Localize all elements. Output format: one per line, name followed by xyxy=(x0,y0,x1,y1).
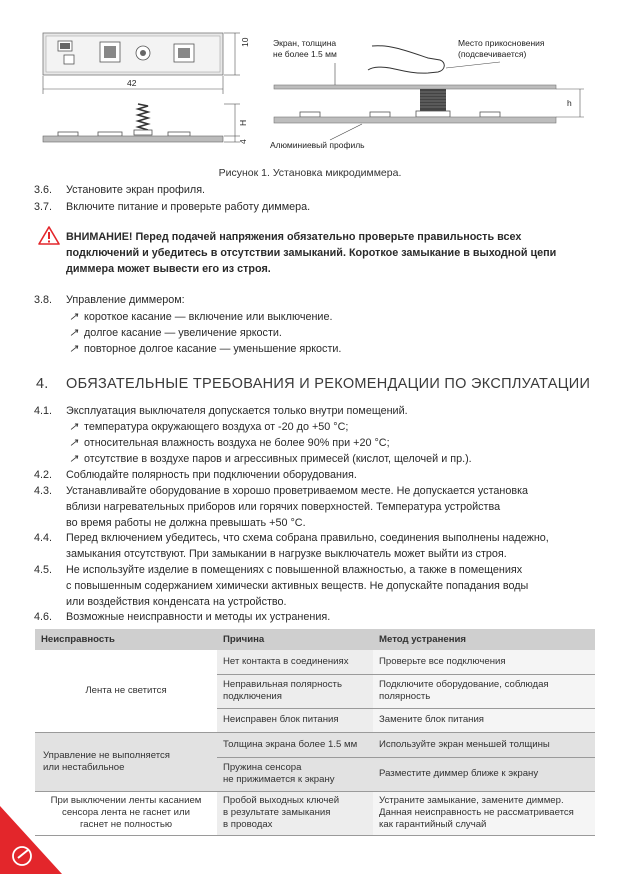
list-item xyxy=(0,420,620,434)
table-cell xyxy=(217,757,373,791)
step-text: Включите питание и проверьте работу диммера. xyxy=(66,201,311,213)
req-text: Соблюдайте полярность при подключении оборудования. xyxy=(66,469,357,481)
warning-line: диммера может вывести его из строя. xyxy=(66,263,271,275)
screen-label-line2: не более 1.5 мм xyxy=(273,49,337,59)
req-text: с повышенным содержанием химически активных веществ. Не допускайте попадания воды xyxy=(66,580,529,592)
list-item xyxy=(0,342,620,356)
req-text: Эксплуатация выключателя допускается только внутри помещений. xyxy=(66,405,408,417)
cell-line: При выключении ленты касанием xyxy=(50,795,202,806)
warning-line: ВНИМАНИЕ! Перед подачей напряжения обязательно проверьте правильность всех xyxy=(66,231,522,243)
arrow-bullet-icon: ↗ xyxy=(69,311,79,323)
column-header: Неисправность xyxy=(35,629,217,650)
req-number: 4.5. xyxy=(34,564,53,576)
cell-line: как гарантийный случай xyxy=(379,819,487,830)
req-4-3 xyxy=(0,484,620,532)
cell-line: Устраните замыкание, замените диммер. xyxy=(379,795,564,806)
profile-label: Алюминиевый профиль xyxy=(270,140,365,150)
brand-logo-icon xyxy=(0,806,70,874)
cell-line: подключения xyxy=(223,691,282,702)
arrow-bullet-icon: ↗ xyxy=(69,453,79,465)
bullet-text: относительная влажность воздуха не более 90% при +20 °С; xyxy=(84,437,390,449)
step-text: Управление диммером: xyxy=(66,294,185,306)
req-text: Возможные неисправности и методы их устранения. xyxy=(66,611,331,623)
step-3-7 xyxy=(0,200,620,214)
table-cell xyxy=(373,674,595,708)
touch-label-line1: Место прикосновения xyxy=(458,38,545,48)
req-number: 4.6. xyxy=(34,611,53,623)
step-3-8 xyxy=(0,293,620,307)
bullet-text: долгое касание — увеличение яркости. xyxy=(84,327,282,339)
req-4-4 xyxy=(0,531,620,563)
bullet-text: температура окружающего воздуха от -20 до +50 °С; xyxy=(84,421,349,433)
list-item xyxy=(0,326,620,340)
column-header: Метод устранения xyxy=(373,629,595,650)
table-cell: Проверьте все подключения xyxy=(373,650,595,674)
req-4-5 xyxy=(0,563,620,611)
table-cell: Разместите диммер ближе к экрану xyxy=(373,757,595,791)
arrow-bullet-icon: ↗ xyxy=(69,343,79,355)
req-text: Не используйте изделие в помещениях с повышенной влажностью, а также в помещениях xyxy=(66,564,523,576)
table-row xyxy=(35,650,595,674)
board-side-view xyxy=(43,104,223,142)
step-text: Установите экран профиля. xyxy=(66,184,206,196)
req-number: 4.4. xyxy=(34,532,53,544)
req-4-1 xyxy=(0,404,620,418)
cell-line: сенсора лента не гаснет или xyxy=(62,807,190,818)
req-text: Устанавливайте оборудование в хорошо проветриваемом месте. Не допускается установка xyxy=(66,485,529,497)
table-cell: Неисправен блок питания xyxy=(217,708,373,732)
warning-line: подключений и убедитесь в отсутствии замыканий. Короткое замыкание в выходной цепи xyxy=(66,247,557,259)
cell-line: в проводах xyxy=(223,819,273,830)
cell-line: Управление не выполняется xyxy=(43,749,170,761)
list-item xyxy=(0,452,620,466)
table-cell: Используйте экран меньшей толщины xyxy=(373,732,595,757)
req-text: замыкания отсутствуют. При замыкании в нагрузке выключатель может выйти из строя. xyxy=(66,548,507,560)
dim-4-label: 4 xyxy=(238,139,248,144)
cell-line: Пробой выходных ключей xyxy=(223,795,340,806)
step-number: 3.7. xyxy=(34,201,53,213)
dim-10-label: 10 xyxy=(240,37,250,47)
req-number: 4.1. xyxy=(34,405,53,417)
cell-line: в результате замыкания xyxy=(223,807,331,818)
screen-label-line1: Экран, толщина xyxy=(273,38,337,48)
cell-line: Подключите оборудование, соблюдая xyxy=(379,679,549,690)
cell-line: или нестабильное xyxy=(43,761,125,773)
table-cell xyxy=(35,732,217,791)
dim-h-label: H xyxy=(238,119,248,126)
warning-icon xyxy=(38,226,60,245)
arrow-bullet-icon: ↗ xyxy=(69,327,79,339)
table-cell: Нет контакта в соединениях xyxy=(217,650,373,674)
list-item xyxy=(0,436,620,450)
req-text: или воздействия конденсата на устройство. xyxy=(66,596,287,608)
table-row xyxy=(35,791,595,835)
req-text: во время работы не должна превышать +50 °С. xyxy=(66,517,306,529)
dim-42-label: 42 xyxy=(127,78,137,88)
figure-caption: Рисунок 1. Установка микродиммера. xyxy=(218,167,402,179)
cell-line: гаснет не полностью xyxy=(79,819,173,830)
arrow-bullet-icon: ↗ xyxy=(69,437,79,449)
table-row xyxy=(35,732,595,757)
req-text: Перед включением убедитесь, что схема собрана правильно, соединения выполнены надежно, xyxy=(66,532,549,544)
table-cell xyxy=(373,791,595,835)
table-cell: Лента не светится xyxy=(35,650,217,732)
cell-line: не прижимается к экрану xyxy=(223,774,335,785)
req-number: 4.2. xyxy=(34,469,53,481)
arrow-bullet-icon: ↗ xyxy=(69,421,79,433)
req-4-2 xyxy=(0,468,620,482)
req-number: 4.3. xyxy=(34,485,53,497)
cell-line: Пружина сенсора xyxy=(223,762,302,773)
req-4-6 xyxy=(0,610,620,624)
table-cell xyxy=(217,674,373,708)
table-cell: Замените блок питания xyxy=(373,708,595,732)
troubleshooting-table xyxy=(35,629,595,836)
req-text: вблизи нагревательных приборов или горячих поверхностей. Температура устройства xyxy=(66,501,501,513)
bullet-text: отсутствие в воздухе паров и агрессивных примесей (кислот, щелочей и пр.). xyxy=(84,453,472,465)
table-cell xyxy=(217,791,373,835)
bullet-text: повторное долгое касание — уменьшение яркости. xyxy=(84,343,342,355)
step-number: 3.6. xyxy=(34,184,53,196)
bullet-text: короткое касание — включение или выключение. xyxy=(84,311,333,323)
cell-line: полярность xyxy=(379,691,431,702)
section-number: 4. xyxy=(36,376,49,392)
table-cell: Толщина экрана более 1.5 мм xyxy=(217,732,373,757)
cell-line: Данная неисправность не рассматривается xyxy=(379,807,574,818)
warning-text xyxy=(66,229,556,277)
board-top-view xyxy=(43,33,223,75)
table-header-row xyxy=(35,629,595,650)
cell-line: Неправильная полярность xyxy=(223,679,342,690)
step-3-6 xyxy=(0,183,620,197)
section-title: ОБЯЗАТЕЛЬНЫЕ ТРЕБОВАНИЯ И РЕКОМЕНДАЦИИ ПО ЭКСПЛУАТАЦИИ xyxy=(66,376,591,392)
list-item xyxy=(0,310,620,324)
step-number: 3.8. xyxy=(34,294,53,306)
touch-label-line2: (подсвечивается) xyxy=(458,49,527,59)
column-header: Причина xyxy=(217,629,373,650)
h-label: h xyxy=(567,98,572,108)
